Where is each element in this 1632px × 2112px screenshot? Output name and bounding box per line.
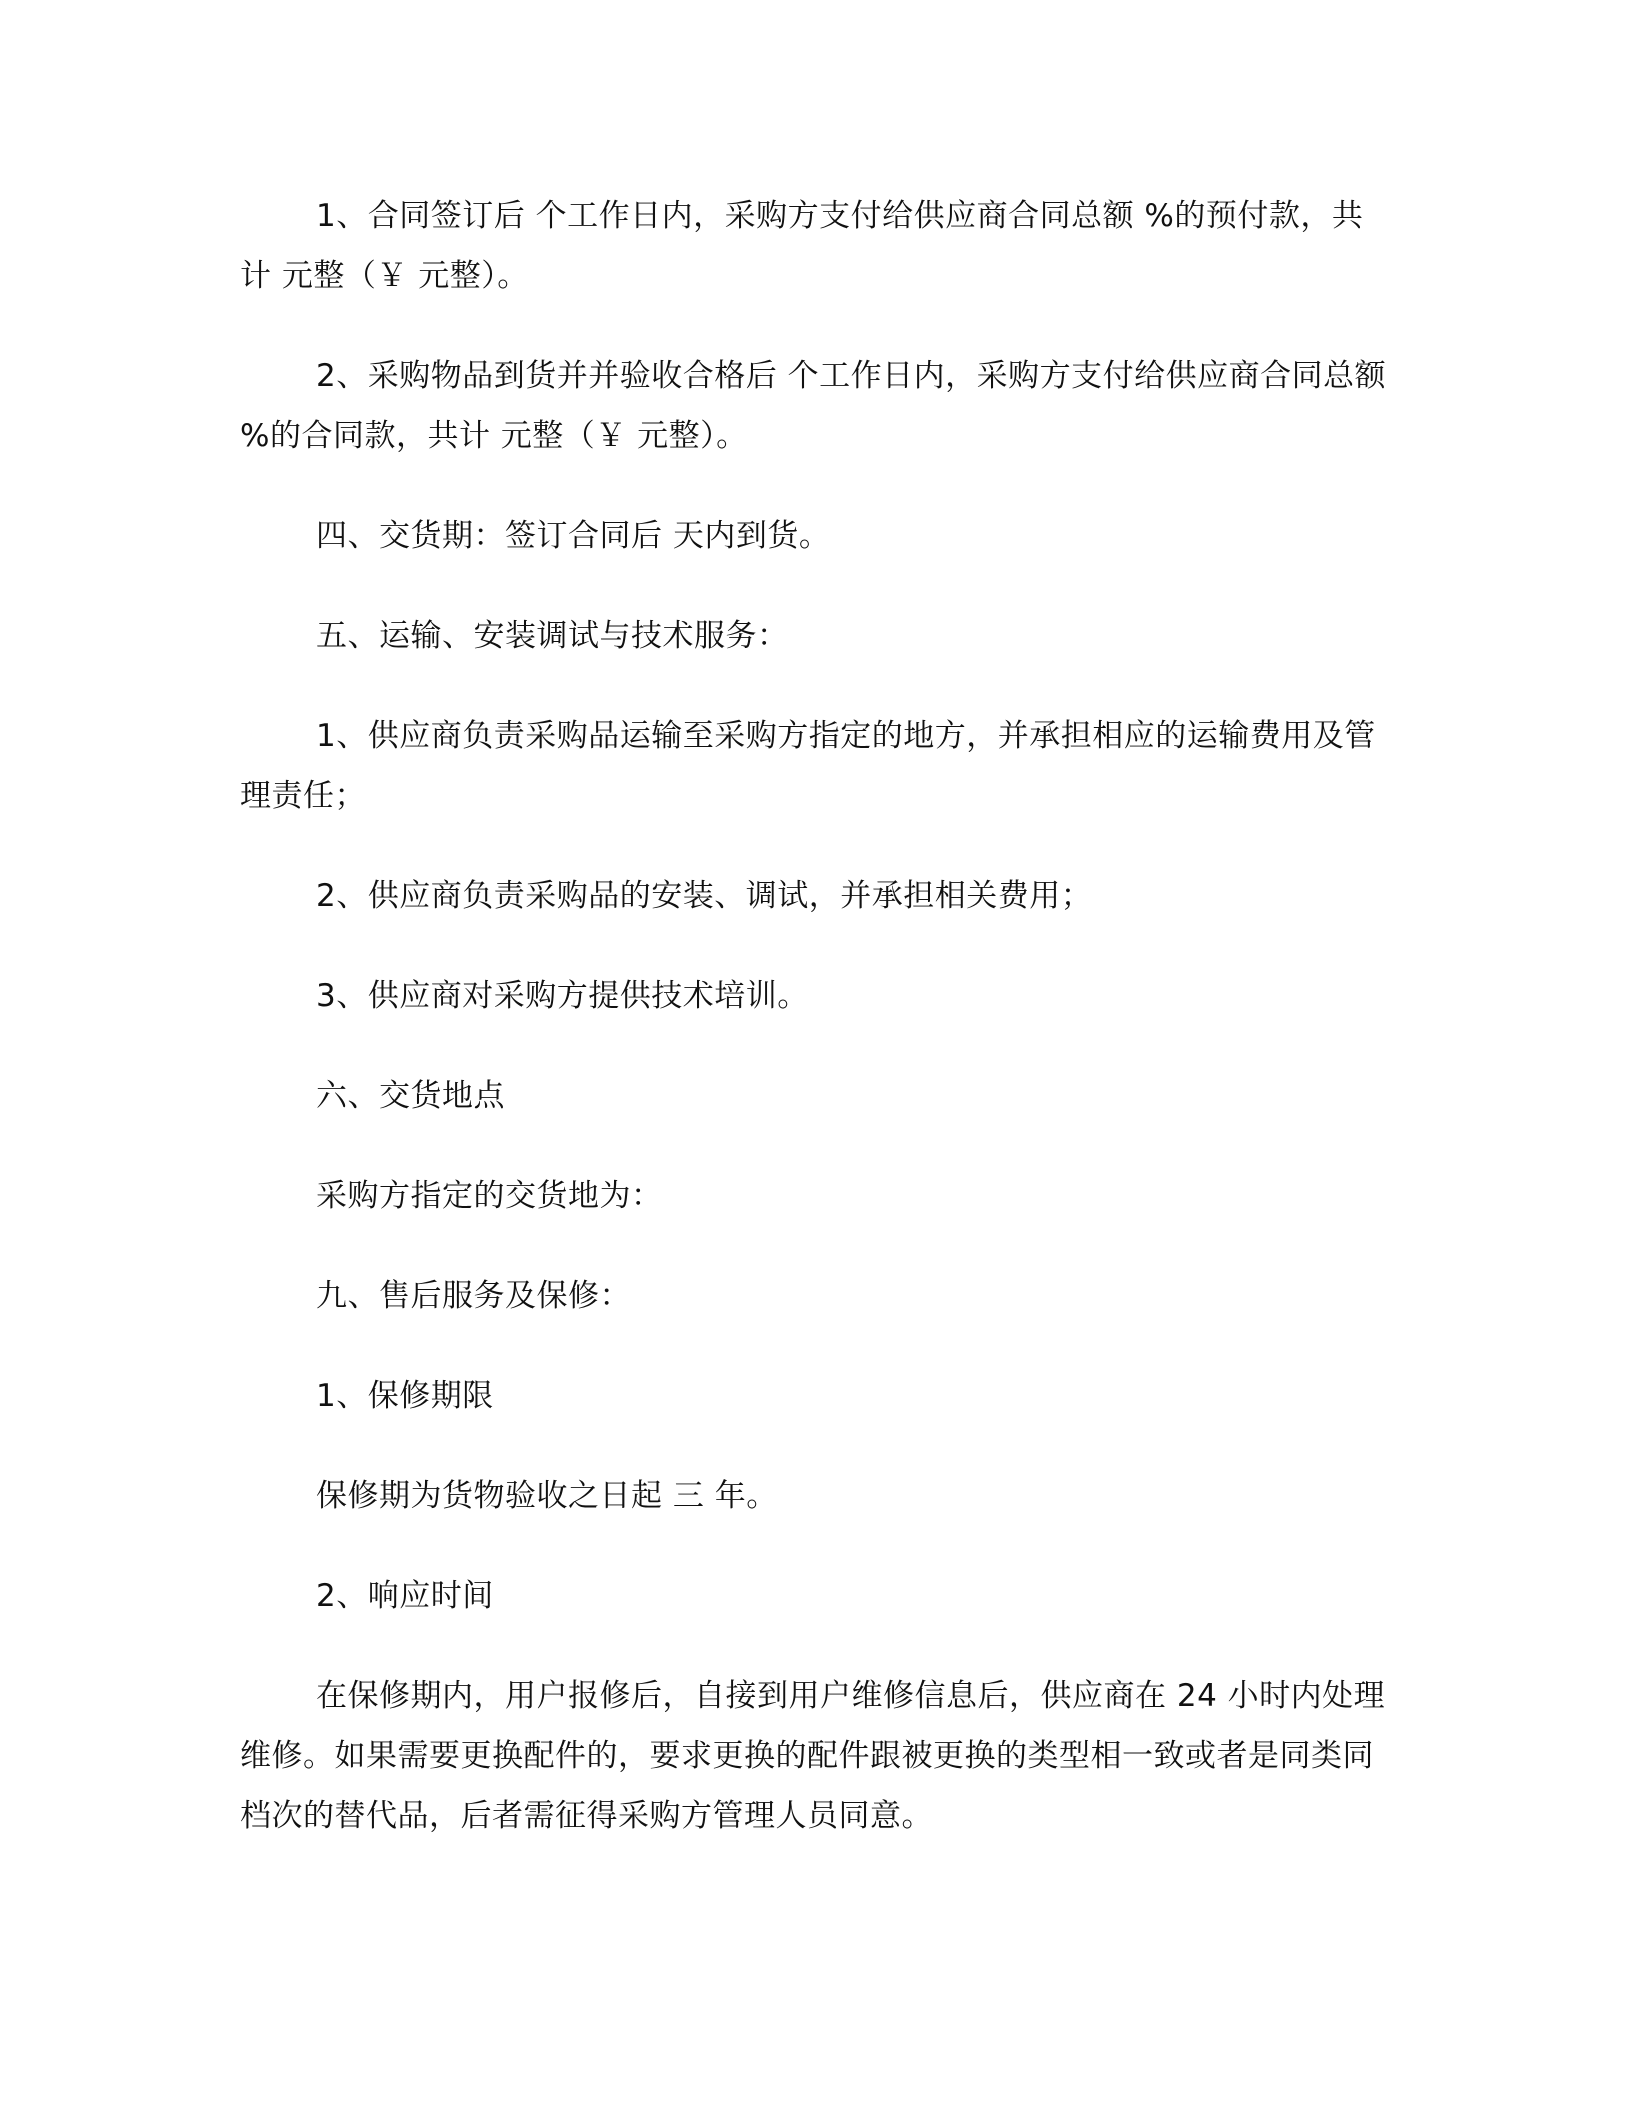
transport-clause-1: 1、供应商负责采购品运输至采购方指定的地方，并承担相应的运输费用及管理责任；: [240, 718, 1376, 814]
section-delivery-location-heading: 六、交货地点: [316, 1078, 505, 1114]
response-time-heading: 2、响应时间: [316, 1578, 494, 1614]
response-time-text: 在保修期内，用户报修后，自接到用户维修信息后，供应商在 24 小时内处理维修。如果需要更换配件的，要求更换的配件跟被更换的类型相一致或者是同类同档次的替代品，后者需征得采购方管理人员同意。: [240, 1678, 1386, 1834]
section-transport-install-heading: 五、运输、安装调试与技术服务：: [316, 618, 789, 654]
training-clause-3: 3、供应商对采购方提供技术培训。: [316, 978, 809, 1014]
warranty-period-heading: 1、保修期限: [316, 1378, 494, 1414]
delivery-location-text: 采购方指定的交货地为：: [316, 1178, 663, 1214]
payment-clause-1: 1、合同签订后 个工作日内，采购方支付给供应商合同总额 %的预付款，共计 元整（￥ 元整）。: [240, 198, 1364, 294]
section-delivery-period: 四、交货期：签订合同后 天内到货。: [316, 518, 831, 554]
warranty-period-text: 保修期为货物验收之日起 三 年。: [316, 1478, 778, 1514]
section-after-sales-heading: 九、售后服务及保修：: [316, 1278, 631, 1314]
install-clause-2: 2、供应商负责采购品的安装、调试，并承担相关费用；: [316, 878, 1093, 914]
payment-clause-2: 2、采购物品到货并并验收合格后 个工作日内，采购方支付给供应商合同总额 %的合同款，共计 元整（￥ 元整）。: [240, 358, 1387, 454]
